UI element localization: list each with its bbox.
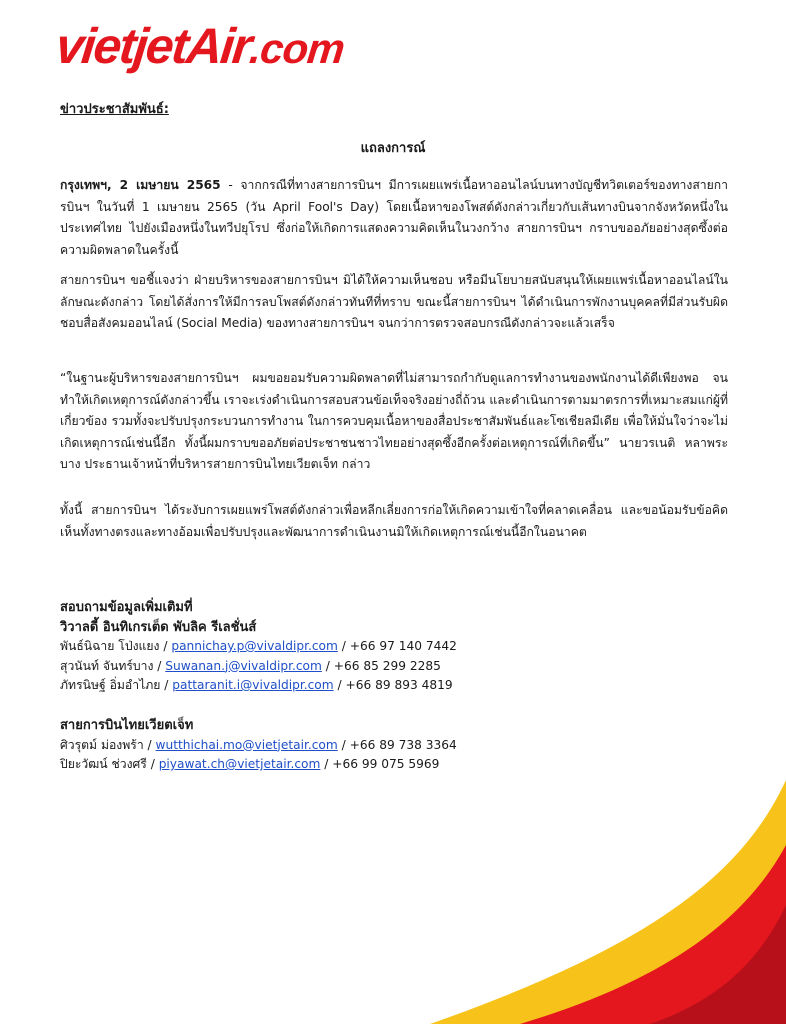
contact-row: พันธ์นิฉาย โป่งแยง / pannichay.p@vivaldipr.com / +66 97 140 7442 — [60, 639, 457, 653]
airline-name: สายการบินไทยเวียตเจ็ท — [60, 718, 194, 733]
swoosh-dark-red — [650, 905, 786, 1024]
contact-heading: สอบถามข้อมูลเพิ่มเติมที่ — [60, 600, 193, 615]
paragraph-1 — [60, 175, 728, 261]
swoosh-red — [520, 845, 786, 1024]
agency-contacts — [60, 598, 457, 696]
contact-row: สุวนันท์ จันทร์บาง / Suwanan.j@vivaldipr.com / +66 85 299 2285 — [60, 658, 441, 673]
paragraph-2: สายการบินฯ ขอชี้แจงว่า ฝ่ายบริหารของสายการบินฯ มิได้ให้ความเห็นชอบ หรือมีนโยบายสนับสนุนให้เผยแพร่เนื้อหาออนไลน์ในลักษณะดังกล่าว โดยได้สั่งการให้มีการลบโพสต์ดังกล่าวทันทีที่ทราบ ขณะนี้สายการบินฯ ได้ดำเนินการพักงานบุคคลที่มีส่วนรับผิดชอบสื่อสังคมออนไลน์ (Social Media) ของทางสายการบินฯ จนกว่าการตรวจสอบกรณีดังกล่าวจะแล้วเสร็จ — [60, 273, 728, 330]
contact-row: ภัทรนิษฐ์ อิ่มอำไภย / pattaranit.i@vivaldipr.com / +66 89 893 4819 — [60, 678, 453, 692]
email-link[interactable]: pannichay.p@vivaldipr.com — [171, 639, 338, 653]
agency-name: วิวาลดี้ อินทิเกรเต็ด พับลิค รีเลชั่นส์ — [60, 619, 257, 635]
document-title: แถลงการณ์ — [360, 141, 426, 156]
email-link[interactable]: wutthichai.mo@vietjetair.com — [155, 737, 338, 752]
email-link[interactable]: piyawat.ch@vietjetair.com — [158, 757, 321, 771]
email-link[interactable]: Suwanan.j@vivaldipr.com — [165, 658, 322, 673]
vietjetair-logo: vietjetAir.com — [53, 18, 347, 74]
paragraph-3-quote: “ในฐานะผู้บริหารของสายการบินฯ ผมขอยอมรับความผิดพลาดที่ไม่สามารถกำกับดูแลการทำงานของพนักงานได้ดีเพียงพอ จนทำให้เกิดเหตุการณ์ดังกล่าวขึ้น เราจะเร่งดำเนินการสอบสวนข้อเท็จจริงอย่างถี่ถ้วน และดำเนินการตามมาตรการที่เหมาะสมแก่ผู้ที่เกี่ยวข้อง รวมทั้งจะปรับปรุงกระบวนการทำงาน ในการควบคุมเนื้อหาของสื่อประชาสัมพันธ์และโซเชียลมีเดีย เพื่อให้มั่นใจว่าจะไม่เกิดเหตุการณ์เช่นนี้อีก ทั้งนี้ผมกราบขออภัยต่อประชาชนชาวไทยอย่างสุดซึ้งอีกครั้งต่อเหตุการณ์ที่เกิดขึ้น” นายวรเนติ หลาพระบาง ประธานเจ้าหน้าที่บริหารสายการบินไทยเวียตเจ็ท กล่าว — [60, 371, 728, 471]
contact-row: ปิยะวัฒน์ ช่วงศรี / piyawat.ch@vietjetair.com / +66 99 075 5969 — [60, 757, 440, 771]
dateline: กรุงเทพฯ, 2 เมษายน 2565 — [60, 178, 221, 192]
press-release-label: ข่าวประชาสัมพันธ์: — [60, 102, 169, 117]
swoosh-yellow — [430, 780, 786, 1024]
airline-contacts — [60, 716, 457, 775]
paragraph-1-body: - จากกรณีที่ทางสายการบินฯ มีการเผยแพร่เนื้อหาออนไลน์บนทางบัญชีทวิตเตอร์ของทางสายการบินฯ ในวันที่ 1 เมษายน 2565 (วัน April Fool's Day) โดยเนื้อหาของโพสต์ดังกล่าวเกี่ยวกับเส้นทางบินจากจังหวัดหนึ่งในประเทศไทย ไปยังเมืองหนึ่งในทวีปยุโรป ซึ่งก่อให้เกิดการแสดงความคิดเห็นในวงกว้าง สายการบินฯ กราบขออภัยอย่างสุดซึ้งต่อความผิดพลาดในครั้งนี้ — [60, 178, 729, 257]
contact-row: ศิวรุตม์ ม่องพร้า / wutthichai.mo@vietjetair.com / +66 89 738 3364 — [60, 737, 457, 752]
paragraph-4: ทั้งนี้ สายการบินฯ ได้ระงับการเผยแพร่โพสต์ดังกล่าวเพื่อหลีกเลี่ยงการก่อให้เกิดความเข้าใจที่คลาดเคลื่อน และขอน้อมรับข้อคิดเห็นทั้งทางตรงและทางอ้อมเพื่อปรับปรุงและพัฒนาการดำเนินงานมิให้เกิดเหตุการณ์เช่นนี้อีกในอนาคต — [60, 503, 728, 539]
email-link[interactable]: pattaranit.i@vivaldipr.com — [172, 678, 334, 692]
